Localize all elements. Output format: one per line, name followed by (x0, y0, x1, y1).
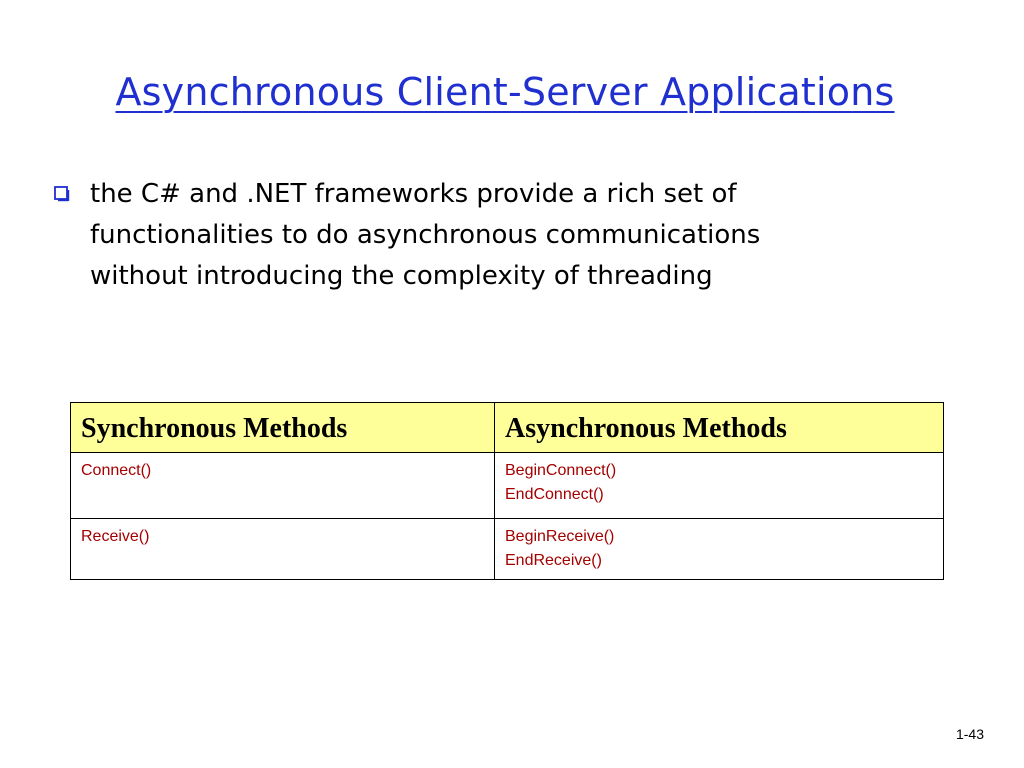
methods-table (70, 402, 944, 580)
async-method-cell (495, 453, 944, 519)
async-method-cell (495, 519, 944, 580)
table-row (71, 519, 944, 580)
async-method: EndConnect() (505, 486, 604, 503)
bullet-text (90, 174, 930, 297)
hollow-square-bullet-icon (54, 186, 70, 202)
bullet-line: without introducing the complexity of threading (90, 261, 713, 291)
bullet-line: the C# and .NET frameworks provide a rich set of (90, 179, 737, 209)
sync-method: Receive() (81, 528, 150, 545)
bullet-item (54, 174, 954, 297)
table-row (71, 453, 944, 519)
table-header-row (71, 403, 944, 453)
header-asynchronous-methods: Asynchronous Methods (495, 403, 944, 453)
sync-method-cell (71, 519, 495, 580)
bullet-line: functionalities to do asynchronous communications (90, 220, 761, 250)
page-number: 1-43 (955, 726, 984, 742)
async-method: EndReceive() (505, 552, 602, 569)
sync-method-cell (71, 453, 495, 519)
slide-title: Asynchronous Client-Server Applications (115, 70, 895, 114)
async-method: BeginConnect() (505, 462, 617, 479)
header-synchronous-methods: Synchronous Methods (71, 403, 495, 453)
async-method: BeginReceive() (505, 528, 615, 545)
sync-method: Connect() (81, 462, 152, 479)
